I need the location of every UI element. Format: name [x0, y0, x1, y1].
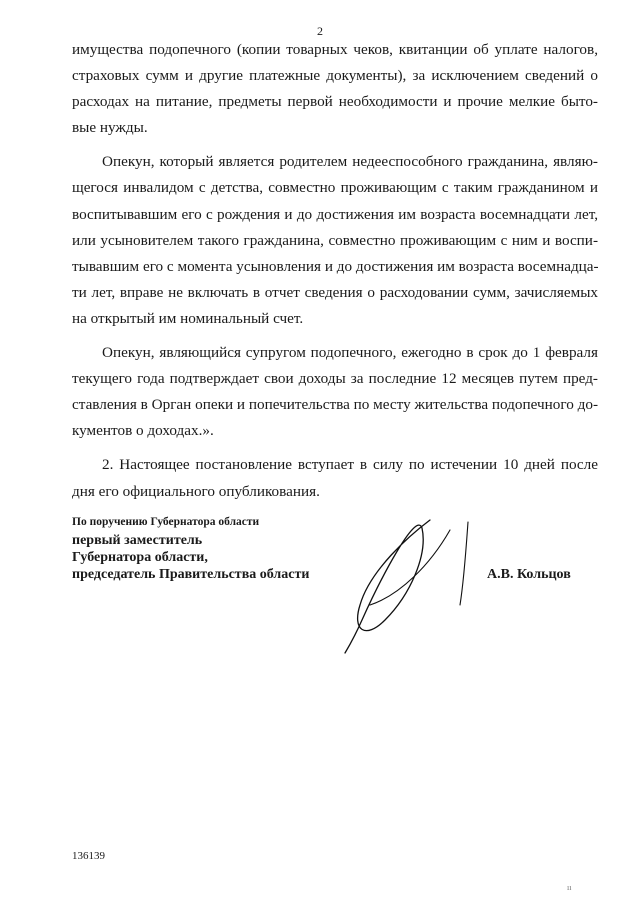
text-line: 2. Настоящее постановление вступает в силу по истечении 10 дней после	[102, 456, 598, 474]
document-body	[72, 37, 598, 505]
text-line: ти лет, вправе не включать в отчет сведения о расходовании сумм, зачисляемых	[72, 283, 598, 301]
signature-title-line: первый заместитель	[72, 533, 203, 548]
signature-title-line: По поручению Губернатора области	[72, 516, 260, 528]
text-line: Опекун, являющийся супругом подопечного, ежегодно в срок до 1 февраля	[102, 344, 598, 362]
text-line: щегося инвалидом с детства, совместно проживающим с таким гражданином и	[72, 179, 598, 197]
signatory-name: А.В. Кольцов	[487, 567, 571, 582]
text-line: расходах на питание, предметы первой необходимости и прочие мелкие быто-	[72, 93, 598, 111]
text-line: Опекун, который является родителем недееспособного гражданина, являю-	[102, 153, 598, 171]
handwritten-signature	[340, 510, 480, 660]
text-line: имущества подопечного (копии товарных чеков, квитанции об уплате налогов,	[72, 41, 598, 58]
text-line: текущего года подтверждает свои доходы за последние 12 месяцев путем пред-	[72, 370, 598, 388]
text-line: кументов о доходах.».	[72, 422, 214, 440]
text-line: тывавшим его с момента усыновления и до достижения им возраста восемнадца-	[72, 257, 599, 275]
text-line: воспитывавшим его с рождения и до достижения им возраста восемнадцати лет,	[72, 205, 598, 223]
page-number: 2	[317, 24, 323, 38]
text-line: страховых сумм и другие платежные документы), за исключением сведений о	[72, 67, 598, 85]
text-line: на открытый им номинальный счет.	[72, 309, 304, 327]
document-code: 136139	[72, 850, 105, 862]
corner-mark: ıı	[567, 883, 572, 892]
text-line: вые нужды.	[72, 119, 148, 137]
signature-title-line: Губернатора области,	[72, 550, 208, 565]
text-line: дня его официального опубликования.	[72, 482, 320, 500]
text-line: или усыновителем такого гражданина, совместно проживающим с ним и воспи-	[72, 231, 598, 249]
text-line: ставления в Орган опеки и попечительства по месту жительства подопечного до-	[72, 396, 598, 414]
signature-title-line: председатель Правительства области	[72, 567, 310, 582]
